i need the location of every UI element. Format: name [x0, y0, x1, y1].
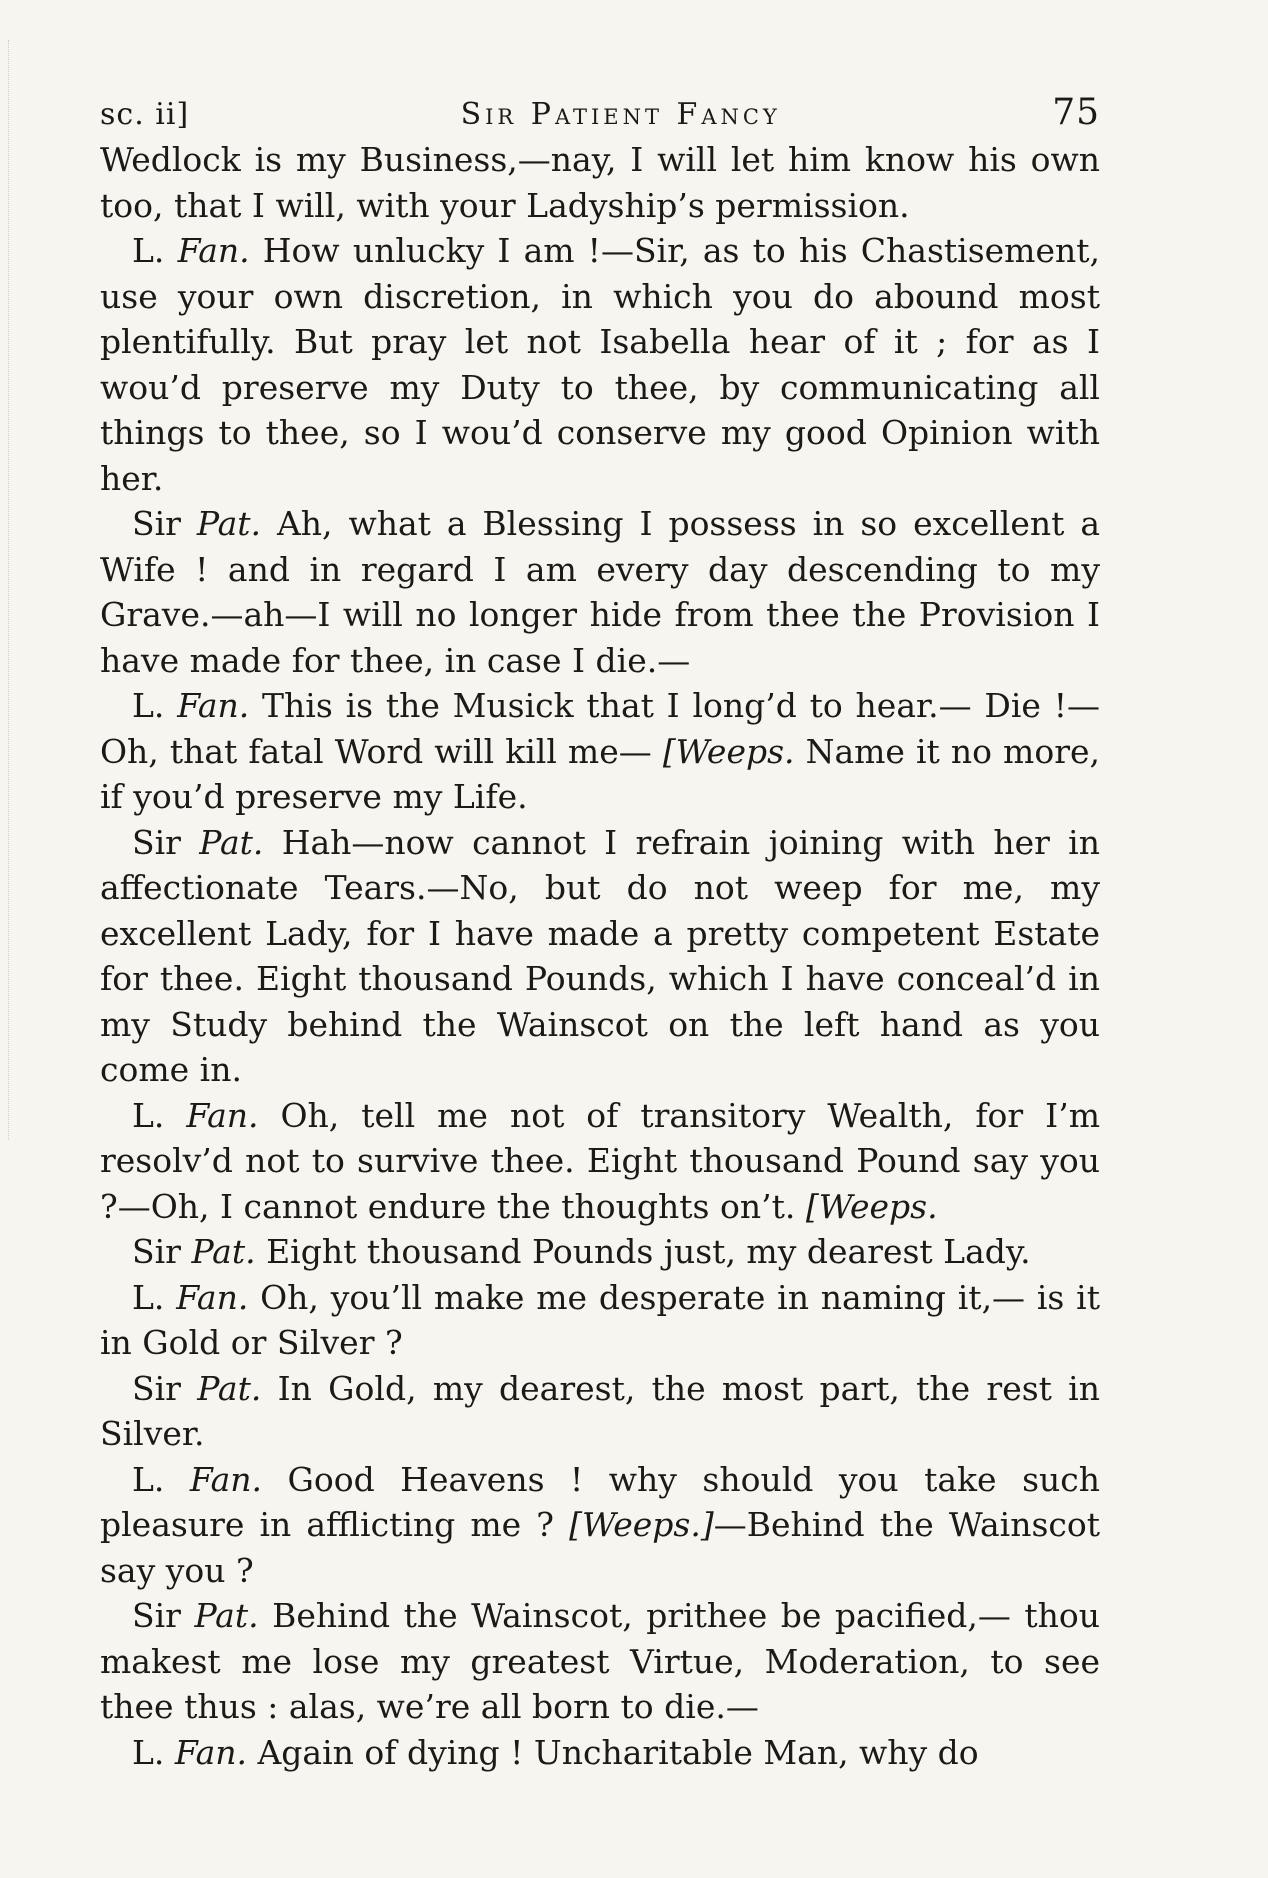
dialogue-text: Oh, tell me not of transitory Wealth, for I’m resolv’d not to survive thee. Eight thousand Pound say you ?—Oh, I cannot endure the thoughts on’t.: [100, 1095, 1100, 1226]
speaker-prefix: L.: [132, 1732, 165, 1772]
speaker-name: Fan.: [174, 1732, 247, 1772]
dialogue-text: Oh, you’ll make me desperate in naming it,— is it in Gold or Silver ?: [100, 1277, 1100, 1362]
dialogue-text: In Gold, my dearest, the most part, the rest in Silver.: [100, 1368, 1100, 1453]
speaker-prefix: Sir: [132, 1596, 181, 1635]
paragraph: [100, 1229, 1100, 1275]
speaker-name: Pat.: [197, 1368, 262, 1408]
speaker-name: Fan.: [189, 1459, 262, 1499]
speaker-name: Fan.: [177, 686, 250, 725]
speaker-prefix: Sir: [132, 504, 181, 543]
dialogue-text: Eight thousand Pounds just, my dearest Lady.: [255, 1232, 1031, 1271]
dialogue-text: —Behind the Wainscot say you ?: [100, 1505, 1100, 1590]
paragraph: [100, 1457, 1100, 1594]
dialogue-text: This is the Musick that I long’d to hear.— Die !—Oh, that fatal Word will kill me—: [100, 686, 1100, 771]
dialogue-text: How unlucky I am !—Sir, as to his Chastisement, use your own discretion, in which you do abound most plentifully. But pray let not Isabella hear of it ; for as I wou’d preserve my Duty to thee, by communicating all things to thee, so I wou’d conserve my good Opinion with her.: [100, 231, 1101, 498]
paragraph: [100, 1093, 1100, 1230]
speaker-prefix: L.: [132, 686, 165, 725]
dialogue-text: Good Heavens ! why should you take such pleasure in afflicting me ?: [100, 1459, 1100, 1544]
speaker-name: Fan.: [186, 1095, 259, 1135]
paragraph: [100, 1593, 1100, 1730]
stage-direction: [Weeps.: [805, 1186, 938, 1226]
stage-direction: [Weeps.]: [569, 1505, 714, 1544]
book-page: [100, 92, 1100, 1775]
dialogue-text: Behind the Wainscot, prithee be pacified,— thou makest me lose my greatest Virtue, Moderation, to see thee thus : alas, we’re all born to die.—: [100, 1596, 1101, 1726]
dialogue-text: Wedlock is my Business,—nay, I will let him know his own too, that I will, with your Ladyship’s permission.: [100, 140, 1100, 225]
speaker-prefix: Sir: [132, 1368, 181, 1408]
paragraph: [100, 228, 1100, 501]
speaker-prefix: Sir: [132, 822, 181, 862]
speaker-name: Fan.: [177, 231, 250, 270]
play-text: [100, 137, 1100, 1775]
paragraph: [100, 820, 1100, 1093]
margin-speckle: [8, 40, 15, 1140]
dialogue-text: Ah, what a Blessing I possess in so excellent a Wife ! and in regard I am every day descending to my Grave.—ah—I will no longer hide from thee the Provision I have made for thee, in case I die.—: [100, 504, 1100, 680]
paragraph: [100, 683, 1100, 820]
dialogue-text: Again of dying ! Uncharitable Man, why do: [246, 1732, 979, 1772]
scene-label: sc. ii]: [100, 97, 190, 132]
speaker-prefix: L.: [132, 1459, 165, 1499]
paragraph: [100, 1275, 1100, 1366]
speaker-prefix: L.: [132, 231, 165, 270]
paragraph: [100, 137, 1100, 228]
paragraph: [100, 501, 1100, 683]
speaker-name: Pat.: [199, 822, 264, 862]
speaker-name: Pat.: [191, 1232, 256, 1271]
speaker-prefix: Sir: [132, 1232, 181, 1271]
speaker-name: Fan.: [176, 1277, 249, 1317]
speaker-prefix: L.: [132, 1277, 165, 1317]
paragraph: [100, 1366, 1100, 1457]
dialogue-text: Hah—now cannot I refrain joining with her in affectionate Tears.—No, but do not weep for me, my excellent Lady, for I have made a pretty competent Estate for thee. Eight thousand Pounds, which I have conceal’d in my Study behind the Wainscot on the left hand as you come in.: [100, 822, 1100, 1089]
speaker-prefix: L.: [132, 1095, 165, 1135]
stage-direction: [Weeps.: [662, 731, 795, 771]
speaker-name: Pat.: [194, 1596, 259, 1635]
dialogue-text: Name it no more, if you’d preserve my Life.: [100, 731, 1100, 816]
page-number: 75: [1052, 92, 1100, 133]
running-header: [100, 92, 1100, 133]
paragraph: [100, 1730, 1100, 1776]
running-title: Sir Patient Fancy: [460, 97, 781, 132]
speaker-name: Pat.: [196, 504, 262, 543]
